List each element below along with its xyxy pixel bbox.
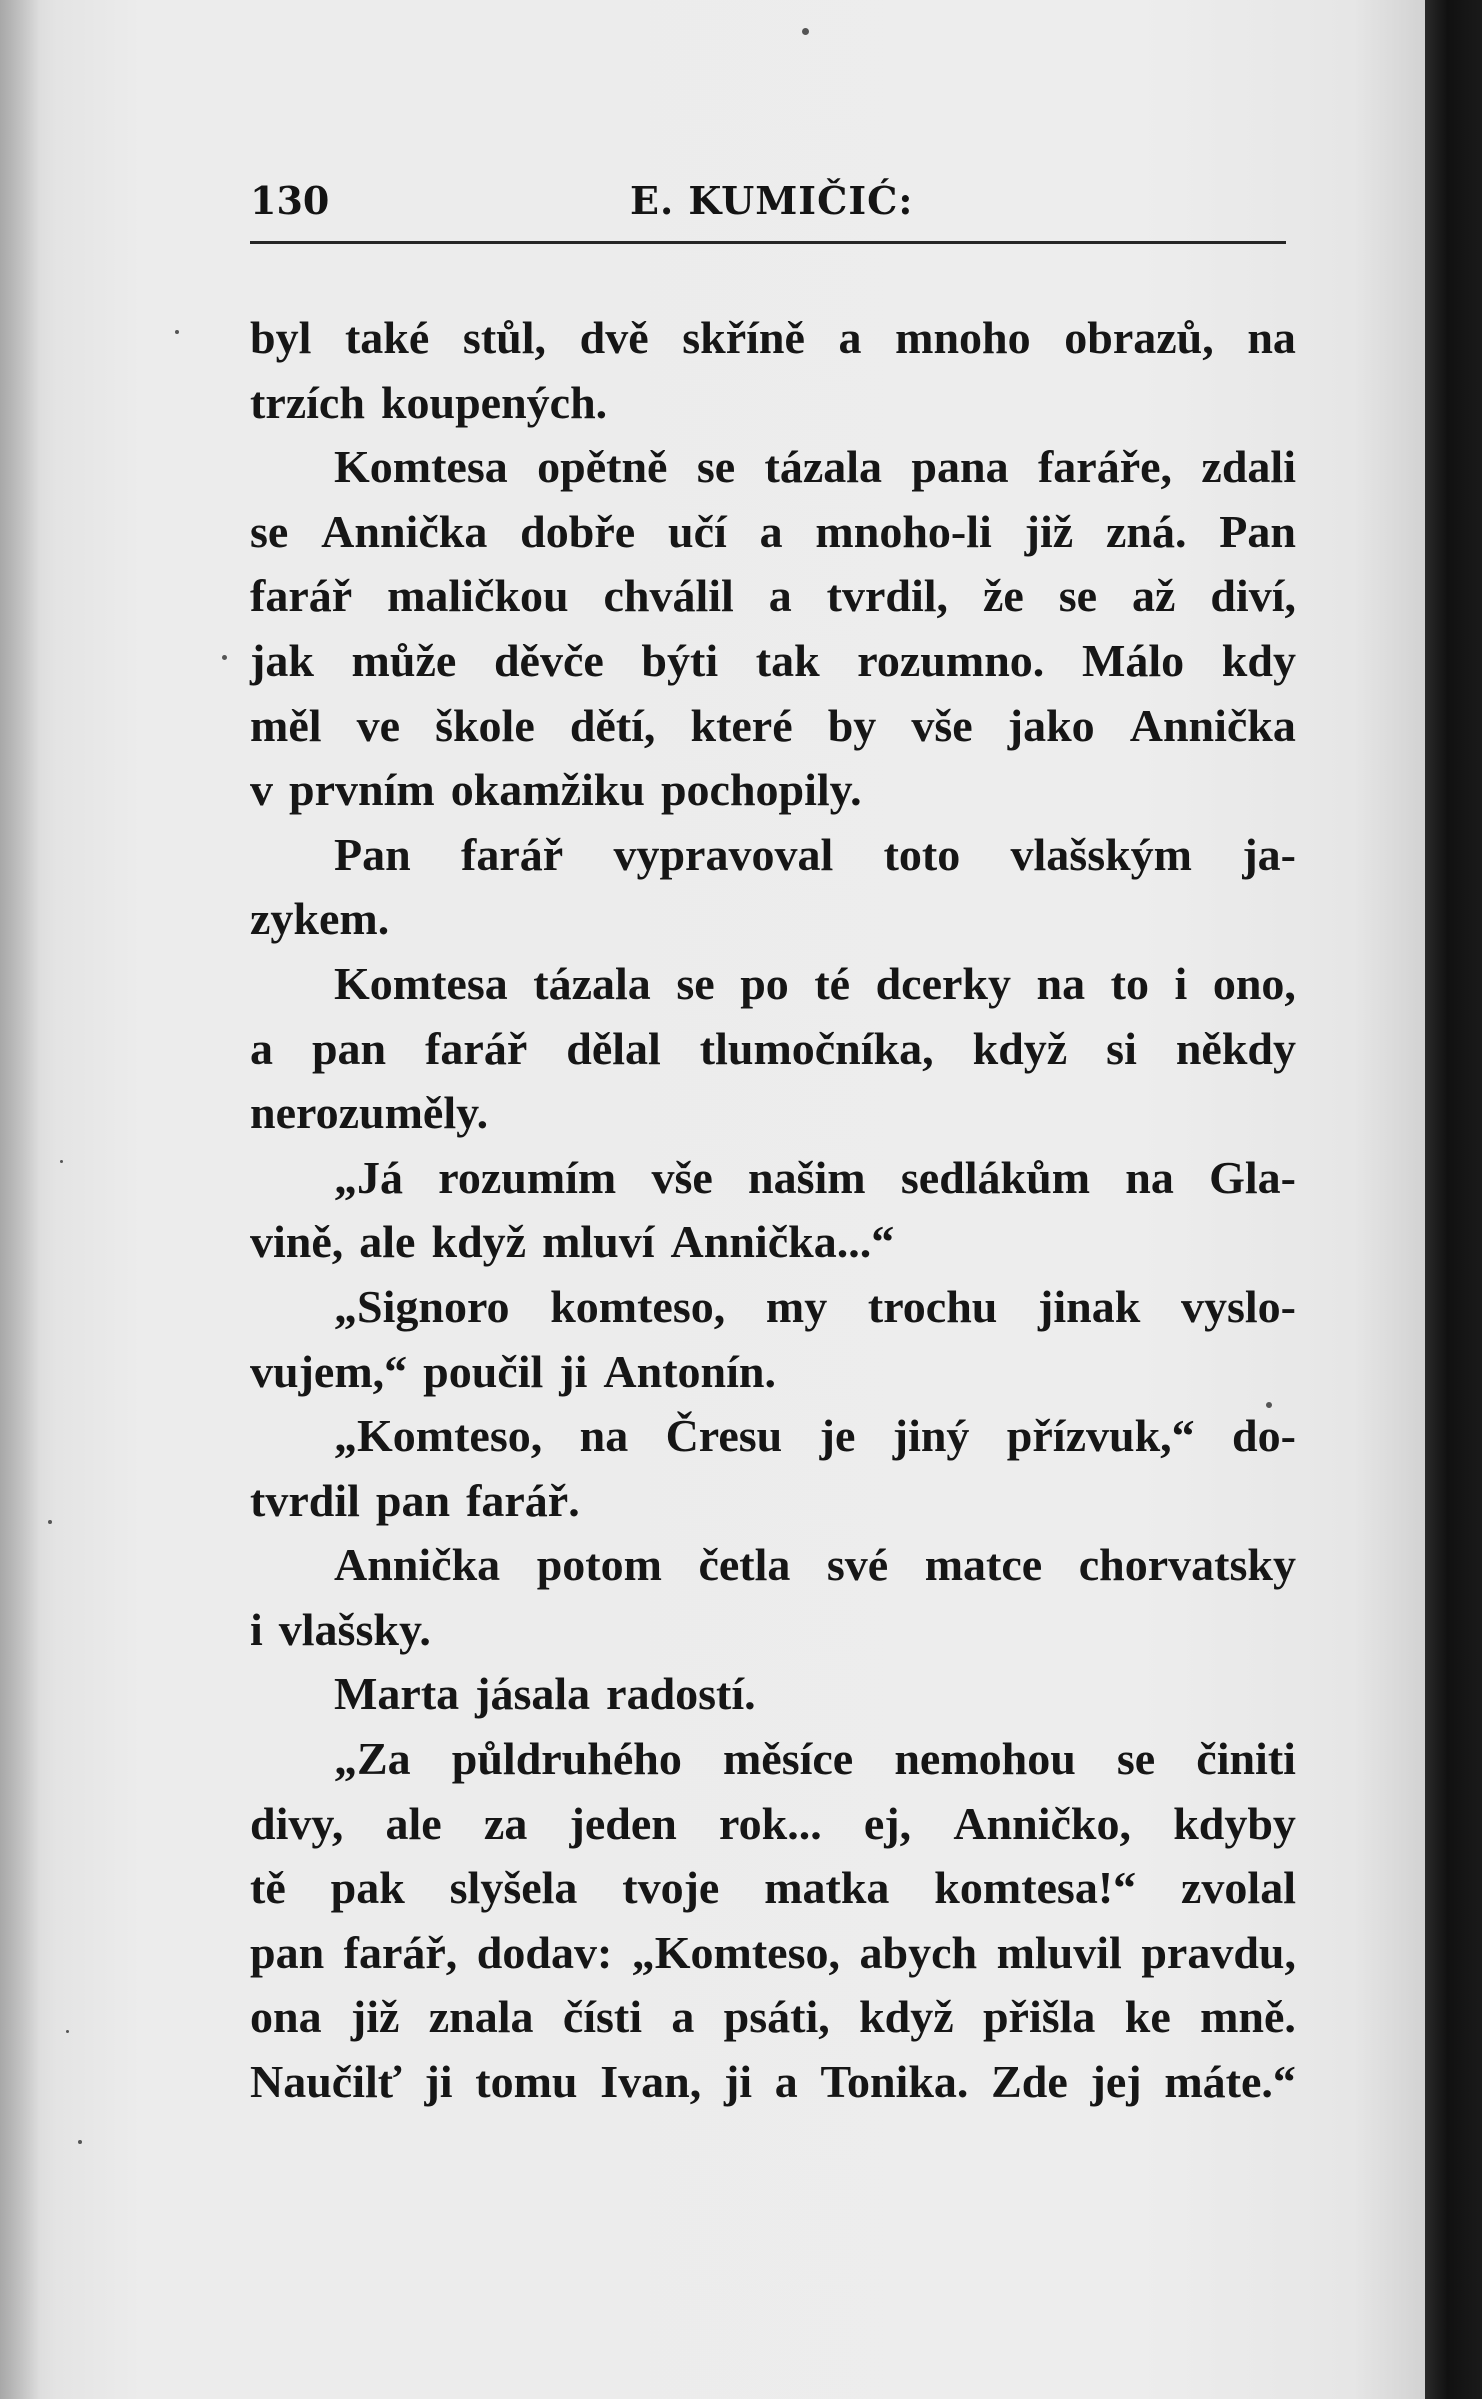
- paper-speck: [222, 655, 227, 660]
- text-line: „Komteso, na Čresu je jiný přízvuk,“ do-: [334, 1410, 1296, 1462]
- paper-speck: [175, 330, 179, 334]
- running-head-author: E. KUMIČIĆ:: [630, 178, 914, 223]
- paper-speck: [1266, 1402, 1272, 1408]
- text-line: trzích koupených.: [250, 376, 608, 428]
- text-line: ona již znala čísti a psáti, když přišla ke mně.: [250, 1991, 1296, 2043]
- paper-speck: [78, 2140, 82, 2144]
- text-line: Pan farář vypravoval toto vlašským ja-: [334, 828, 1296, 880]
- paper-speck: [48, 1520, 52, 1524]
- text-line: v prvním okamžiku pochopily.: [250, 764, 862, 816]
- text-line: farář maličkou chválil a tvrdil, že se až diví,: [250, 570, 1296, 622]
- paper-speck: [66, 2030, 69, 2033]
- text-line: „Já rozumím vše našim sedlákům na Gla-: [334, 1151, 1296, 1203]
- text-line: jak může děvče býti tak rozumno. Málo kdy: [250, 634, 1296, 686]
- text-line: „Za půldruhého měsíce nemohou se činiti: [334, 1733, 1296, 1785]
- text-line: tvrdil pan farář.: [250, 1474, 580, 1526]
- paper-speck: [60, 1160, 63, 1163]
- page-number: 130: [250, 178, 330, 223]
- header-rule: [250, 241, 1286, 244]
- running-head: [250, 178, 1286, 230]
- book-spine-edge: [1425, 0, 1482, 2399]
- text-line: „Signoro komteso, my trochu jinak vyslo-: [334, 1280, 1296, 1332]
- text-line: Naučilť ji tomu Ivan, ji a Tonika. Zde jej máte.“: [250, 2056, 1296, 2108]
- text-line: pan farář, dodav: „Komteso, abych mluvil pravdu,: [250, 1926, 1296, 1978]
- text-line: se Annička dobře učí a mnoho-li již zná. Pan: [250, 505, 1296, 557]
- text-line: zykem.: [250, 893, 390, 945]
- text-line: vině, ale když mluví Annička...“: [250, 1216, 895, 1268]
- text-line: vujem,“ poučil ji Antonín.: [250, 1345, 776, 1397]
- text-line: nerozuměly.: [250, 1087, 489, 1139]
- text-line: a pan farář dělal tlumočníka, když si někdy: [250, 1022, 1296, 1074]
- text-line: divy, ale za jeden rok... ej, Anničko, kdyby: [250, 1797, 1296, 1849]
- text-line: i vlašsky.: [250, 1603, 431, 1655]
- text-line: Komtesa tázala se po té dcerky na to i ono,: [334, 957, 1296, 1009]
- text-line: Marta jásala radostí.: [334, 1668, 756, 1720]
- text-line: Annička potom četla své matce chorvatsky: [334, 1539, 1296, 1591]
- text-line: měl ve škole dětí, které by vše jako Annička: [250, 699, 1296, 751]
- text-line: byl také stůl, dvě skříně a mnoho obrazů, na: [250, 312, 1296, 363]
- text-line: tě pak slyšela tvoje matka komtesa!“ zvolal: [250, 1862, 1296, 1914]
- paper-speck: [802, 28, 809, 35]
- body-text: [250, 306, 1296, 2115]
- text-line: Komtesa opětně se tázala pana faráře, zdali: [334, 441, 1296, 493]
